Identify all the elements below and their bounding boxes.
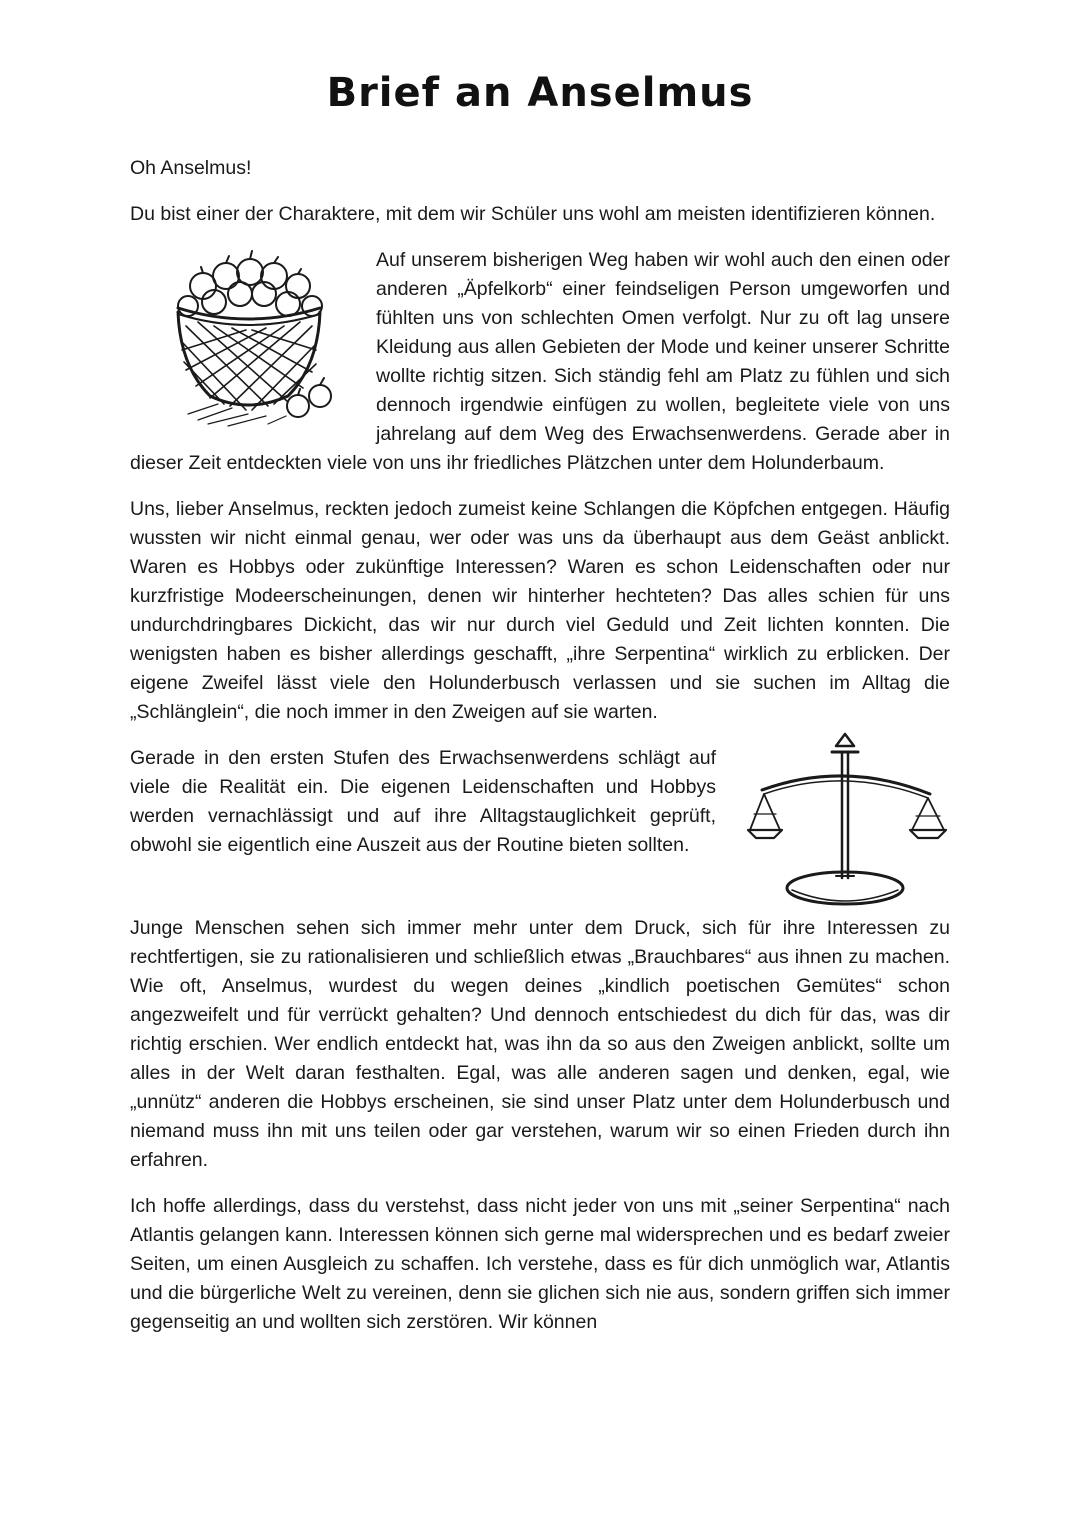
- paragraph-5: Junge Menschen sehen sich immer mehr unter dem Druck, sich für ihre Interessen zu rechtfertigen, sie zu rationalisieren und schließlich etwas „Brauchbares“ aus ihnen zu machen. Wie oft, Anselmus, wurdest du wegen deines „kindlich poetischen Gemütes“ schon angezweifelt und für verrückt gehalten? Und dennoch entschiedest du dich für das, was dir richtig erschien. Wer endlich entdeckt hat, was ihn da so aus den Zweigen anblickt, sollte um alles in der Welt daran festhalten. Egal, was alle anderen sagen und denken, egal, wie „unnütz“ anderen die Hobbys erscheinen, sie sind unser Platz unter dem Holunderbusch und niemand muss ihn mit uns teilen oder gar verstehen, warum wir so einen Frieden durch ihn erfahren.: [130, 917, 950, 1171]
- page-title: Brief an Anselmus: [326, 70, 754, 116]
- paragraph-4: Gerade in den ersten Stufen des Erwachsenwerdens schlägt auf viele die Realität ein. Die eigenen Leidenschaften und Hobbys werden vernachlässigt und auf ihre Alltagstauglichkeit geprüft, obwohl sie eigentlich eine Auszeit aus der Routine bieten sollten.: [130, 747, 716, 856]
- balance-scale-icon: [740, 730, 950, 910]
- paragraph-1: Du bist einer der Charaktere, mit dem wir Schüler uns wohl am meisten identifizieren können.: [130, 203, 936, 225]
- paragraph-2: Auf unserem bisherigen Weg haben wir wohl auch den einen oder anderen „Äpfelkorb“ einer feindseligen Person umgeworfen und fühlten uns von schlechten Omen verfolgt. Nur zu oft lag unsere Kleidung aus allen Gebieten der Mode und keiner unserer Schritte wollte richtig sitzen. Sich ständig fehl am Platz zu fühlen und sich dennoch irgendwie einfügen zu wollen, begleitete viele von uns jahrelang auf dem Weg des Erwachsenwerdens. Gerade aber in dieser Zeit entdeckten viele von uns ihr friedliches Plätzchen unter dem Holunderbaum.: [130, 249, 950, 474]
- paragraph-3: Uns, lieber Anselmus, reckten jedoch zumeist keine Schlangen die Köpfchen entgegen. Häufig wussten wir nicht einmal genau, wer oder was uns da überhaupt aus dem Geäst anblickt. Waren es Hobbys oder zukünftige Interessen? Waren es schon Leidenschaften oder nur kurzfristige Modeerscheinungen, denen wir hinterher hechteten? Das alles schien für uns undurchdringbares Dickicht, das wir nur durch viel Geduld und Zeit lichten konnten. Die wenigsten haben es bisher allerdings geschafft, „ihre Serpentina“ wirklich zu erblicken. Der eigene Zweifel lässt viele den Holunderbusch verlassen und sie suchen im Alltag die „Schlänglein“, die noch immer in den Zweigen auf sie warten.: [130, 498, 950, 723]
- paragraph-6: Ich hoffe allerdings, dass du verstehst, dass nicht jeder von uns mit „seiner Serpentina“ nach Atlantis gelangen kann. Interessen können sich gerne mal widersprechen und es bedarf zweier Seiten, um einen Ausgleich zu schaffen. Ich verstehe, dass es für dich unmöglich war, Atlantis und die bürgerliche Welt zu vereinen, denn sie glichen sich nie aus, sondern griffen sich immer gegenseitig an und wollten sich zerstören. Wir können: [130, 1195, 950, 1333]
- salutation: Oh Anselmus!: [130, 157, 252, 179]
- apple-basket-icon: [148, 246, 348, 436]
